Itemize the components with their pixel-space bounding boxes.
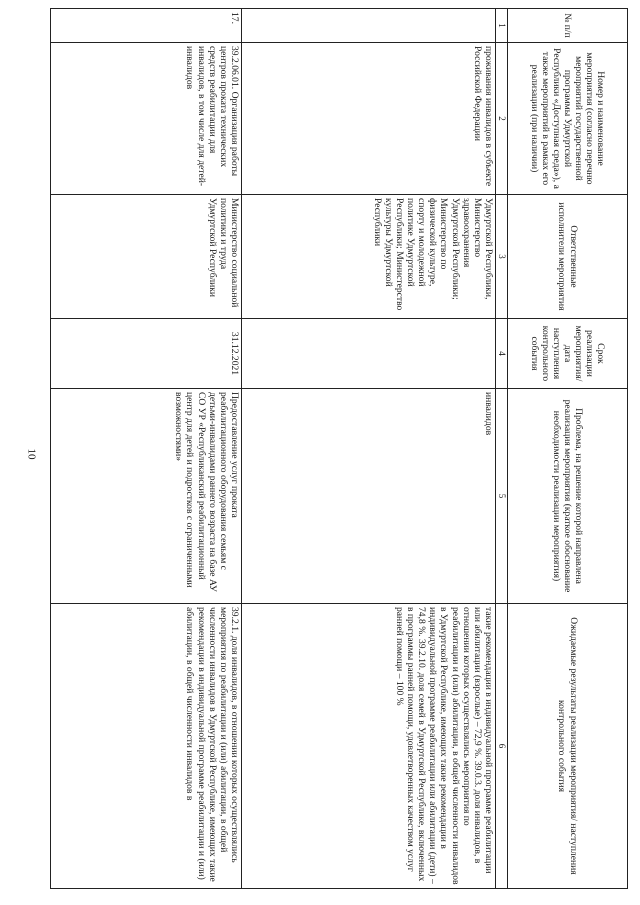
rotated-page-area [46, 8, 628, 892]
header-executors: Ответственные исполнители мероприятия [508, 195, 628, 319]
measure-cell: проживания инвалидов в субъекте Российской Федерации [242, 43, 496, 195]
column-number: 4 [496, 319, 508, 389]
header-measure: Номер и наименование мероприятия (согласно перечню мероприятий государственной программы Удмуртской Республики «Доступная среда»), а также мероприятий в рамках его реализации (при наличии) [508, 43, 628, 195]
header-results: Ожидаемые результаты реализации мероприятия/ наступления контрольного события [508, 604, 628, 889]
table-header-row [508, 9, 628, 889]
deadline-cell: 31.12.2021 [51, 319, 242, 389]
column-number: 5 [496, 389, 508, 604]
column-number: 1 [496, 9, 508, 43]
row-number-cell [242, 9, 496, 43]
problem-cell: инвалидов [242, 389, 496, 604]
table-row [242, 9, 496, 889]
deadline-cell [242, 319, 496, 389]
executors-cell: Удмуртской Республики, Министерство здравоохранения Удмуртской Республики; Министерство по физической культуре, спорту и молодежной политике Удмуртской Республики; Министерство культуры Удмуртской Республики [242, 195, 496, 319]
table-row [51, 9, 242, 889]
page-number: 10 [25, 448, 38, 460]
problem-cell: Предоставление услуг проката реабилитационного оборудования семьям с детьми-инвалидами раннего возраста на базе АУ СО УР «Республиканский реабилитационный центр для детей и подростков с ограниченными возможностями» [51, 389, 242, 604]
measures-table-sheet [46, 8, 628, 892]
results-cell: такие рекомендации в индивидуальной программе реабилитации или абилитации (взрослые) – 72,9 %. 39.0.3. доля инвалидов, в отношении которых осуществлялись мероприятия по реабилитации и (или) абилитации, в общей численности инвалидов в Удмуртской Республике, имеющих такие рекомендации в индивидуальной программе реабилитации или абилитации (дети) – 74,8 %. 39.2.10. доля семей в Удмуртской Республике, включенных в программы ранней помощи, удовлетворенных качеством услуг ранней помощи – 100 % [242, 604, 496, 889]
executors-cell: Министерство социальной политики и труда Удмуртской Республики [51, 195, 242, 319]
column-number: 3 [496, 195, 508, 319]
header-deadline: Срок реализации мероприятия/ дата наступления контрольного события [508, 319, 628, 389]
column-number: 6 [496, 604, 508, 889]
header-number: № п/п [508, 9, 628, 43]
results-cell: 39.2.1. доля инвалидов, в отношении которых осуществлялись мероприятия по реабилитации и (или) абилитации, в общей численности инвалидов в Удмуртской Республике, имеющих такие рекомендации в индивидуальной программе реабилитации и (или) абилитации, в общей численности инвалидов в [51, 604, 242, 889]
column-number-row [496, 9, 508, 889]
column-number: 2 [496, 43, 508, 195]
measure-cell: 39.2.06.01. Организация работы центров проката технических средств реабилитации для инвалидов, в том числе для детей-инвалидов [51, 43, 242, 195]
measures-table [50, 8, 628, 889]
row-number-cell: 17. [51, 9, 242, 43]
header-problem: Проблема, на решение которой направлена реализация мероприятия (краткое обоснование необходимости реализации мероприятия) [508, 389, 628, 604]
